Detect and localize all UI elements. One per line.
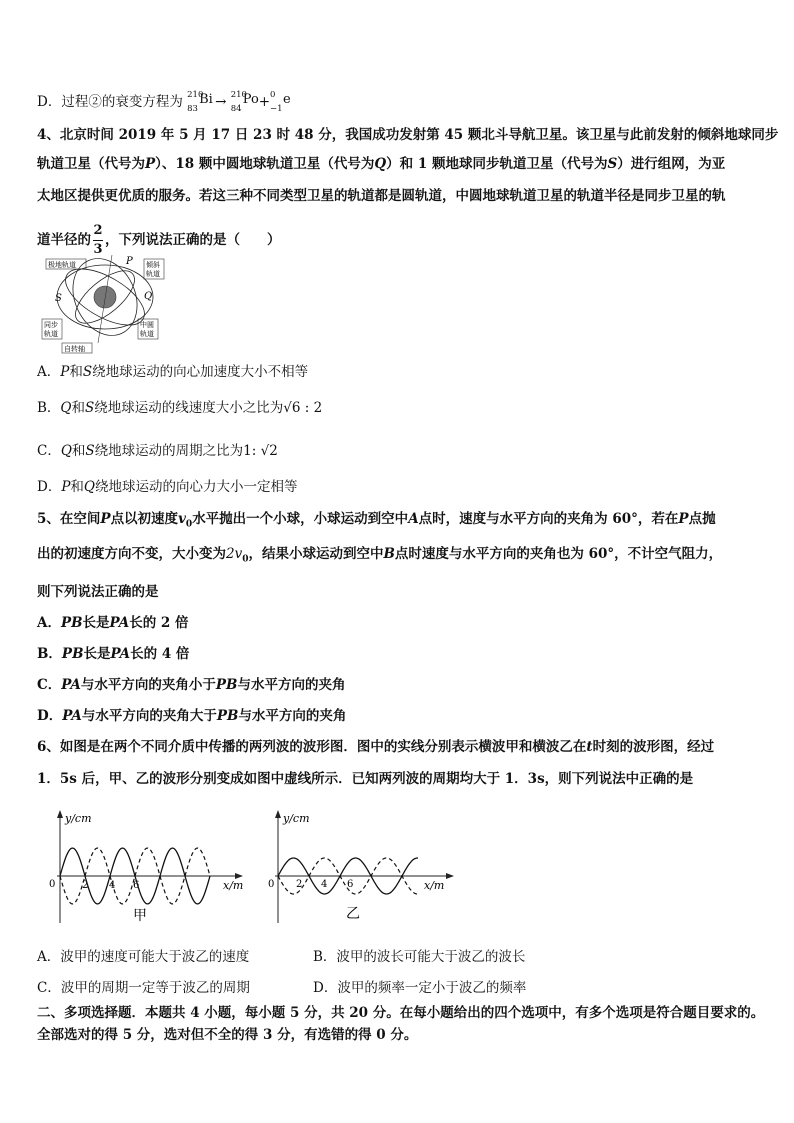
frac-den: 3 — [93, 242, 103, 257]
tick-4: 4 — [321, 879, 328, 890]
q4-line2-b: ）、18 颗中圆地球轨道卫星（代号为 — [155, 156, 375, 172]
var-p: P — [145, 156, 156, 172]
q4-option-a — [37, 363, 308, 381]
q3-option-d — [37, 88, 290, 112]
seg: PA — [110, 646, 131, 662]
seg: PA — [62, 708, 82, 724]
t: 点时速度与水平方向的夹角也为 60°，不计空气阻力， — [394, 546, 723, 562]
t: 与水平方向的夹角 — [238, 708, 347, 724]
t: 点时，速度与水平方向的夹角为 60°，若在 — [418, 511, 679, 527]
var: Q — [83, 479, 95, 495]
q6-option-a: A．波甲的速度可能大于波乙的速度 — [37, 949, 250, 965]
x-label: x/m — [223, 879, 244, 892]
y-axis-arrow — [57, 810, 63, 818]
tick-2: 2 — [82, 880, 89, 891]
sub-0: 0 — [185, 519, 193, 530]
caption-jia: 甲 — [133, 908, 147, 924]
opt-text: 绕地球运动的周期之比为 — [94, 443, 244, 459]
sub-0: 0 — [242, 554, 249, 565]
opt-text: 绕地球运动的向心力大小一定相等 — [95, 479, 298, 495]
arrow: → — [215, 94, 227, 110]
nuclide-bi — [187, 88, 215, 112]
t: 出的初速度方向不变，大小变为 — [37, 546, 226, 562]
t: 与水平方向的夹角大于 — [81, 708, 217, 724]
caption-yi: 乙 — [346, 906, 360, 922]
var-s: S — [607, 156, 618, 172]
conj: 和 — [69, 364, 83, 380]
opt-text: 绕地球运动的向心加速度大小不相等 — [92, 364, 309, 380]
var-q: Q — [374, 156, 387, 172]
q5-line1 — [37, 510, 716, 534]
origin-label: 0 — [49, 879, 56, 890]
t: ，结果小球运动到空中 — [248, 546, 384, 562]
circled-number: ② — [88, 94, 102, 110]
opt-letter: C． — [37, 443, 61, 459]
q5-option-b — [37, 645, 189, 663]
bi-z: 83 — [187, 104, 198, 114]
y-axis-arrow — [275, 810, 281, 818]
opt-letter: B． — [37, 400, 61, 416]
opt-letter: C． — [37, 677, 62, 693]
label-mid-orbit: 中圆 — [140, 321, 154, 329]
q4-option-b — [37, 399, 322, 417]
opt-text: 绕地球运动的线速度大小之比为 — [94, 400, 284, 416]
t: 6、如图是在两个不同介质中传播的两列波的波形图．图中的实线分别表示横波甲和横波乙在 — [37, 739, 587, 755]
q4-line4-b: ，下列说法正确的是（ ） — [105, 232, 281, 248]
var-2v0: 2v — [226, 546, 243, 562]
x-axis-arrow — [446, 873, 454, 879]
var-a: A — [408, 511, 419, 527]
t: 长的 4 倍 — [130, 646, 190, 662]
q6-option-d: D．波甲的频率一定小于波乙的频率 — [313, 980, 527, 996]
q4-line3: 太地区提供更优质的服务。若这三种不同类型卫星的轨道都是圆轨道，中圆地球轨道卫星的轨道半径是同步卫星的轨 — [37, 188, 726, 204]
opt-letter: B． — [37, 646, 62, 662]
q5-line2 — [37, 545, 722, 569]
q4-line2-c: ）和 1 颗地球同步轨道卫星（代号为 — [386, 156, 608, 172]
var-p: P — [678, 511, 689, 527]
var-v: v — [178, 511, 186, 527]
var: P — [61, 479, 71, 495]
opt-letter: A． — [37, 364, 61, 380]
q4-line2-a: 轨道卫星（代号为 — [37, 156, 145, 172]
orbit-figure — [38, 255, 168, 355]
frac-num: 2 — [93, 223, 103, 238]
t: 5、在空间 — [37, 511, 101, 527]
q3-optd-mid: 的衰变方程为 — [101, 94, 183, 110]
section2-line1: 二、多项选择题．本题共 4 小题，每小题 5 分，共 20 分。在每小题给出的四个选项中，有多个选项是符合题目要求的。 — [37, 1005, 765, 1021]
q4-line1: 4、北京时间 2019 年 5 月 17 日 23 时 48 分，我国成功发射第 45 颗北斗导航卫星。该卫星与此前发射的倾斜地球同步 — [37, 127, 779, 143]
po-mass: 210 — [230, 90, 247, 100]
t: 长的 2 倍 — [129, 615, 189, 631]
label-s: S — [55, 293, 62, 304]
y-label: y/cm — [65, 812, 92, 825]
section2-line2: 全部选对的得 5 分，选对但不全的得 3 分，有选错的得 0 分。 — [37, 1027, 418, 1043]
q4-line4 — [37, 222, 281, 259]
q6-option-c: C．波甲的周期一定等于波乙的周期 — [37, 980, 250, 996]
q4-line2-d: ）进行组网，为亚 — [617, 156, 726, 172]
conj: 和 — [71, 443, 86, 459]
y-label: y/cm — [283, 812, 310, 825]
label-sync-orbit: 同步 — [44, 321, 58, 329]
nuclide-po — [231, 88, 259, 112]
var: P — [60, 364, 70, 380]
var: Q — [60, 400, 72, 416]
t: 水平抛出一个小球，小球运动到空中 — [192, 511, 409, 527]
e-mass: 0 — [270, 90, 276, 100]
tick-2: 2 — [296, 879, 303, 890]
label-sync-orbit-2: 轨道 — [44, 330, 58, 338]
nuclide-e — [270, 88, 290, 112]
earth — [94, 286, 116, 308]
tick-6: 6 — [133, 880, 140, 891]
conj: 和 — [70, 479, 84, 495]
var: S — [85, 443, 95, 459]
origin-label: 0 — [268, 879, 275, 890]
var: Q — [60, 443, 72, 459]
e-z: −1 — [270, 104, 283, 114]
q6-line2: 1．5s 后，甲、乙的波形分别变成如图中虚线所示．已知两列波的周期均大于 1．3s，则下列说法中正确的是 — [37, 771, 694, 787]
seg: PA — [109, 615, 130, 631]
q3-optd-label: D．过程 — [37, 94, 89, 110]
q4-option-c — [37, 442, 278, 460]
t: 长是 — [82, 615, 110, 631]
t: 点抛 — [688, 511, 716, 527]
ratio: √6 : 2 — [283, 400, 323, 416]
var: S — [82, 364, 93, 380]
q5-option-c — [37, 676, 345, 694]
q4-option-d — [37, 478, 298, 496]
t: 长是 — [83, 646, 111, 662]
seg: PB — [215, 677, 238, 693]
opt-letter: D． — [37, 479, 62, 495]
bi-mass: 210 — [187, 90, 204, 100]
label-mid-orbit-2: 轨道 — [140, 330, 154, 338]
e-symbol: e — [283, 92, 291, 107]
ratio: 1: √2 — [243, 443, 278, 459]
seg: PA — [61, 677, 81, 693]
tick-6: 6 — [347, 879, 354, 890]
opt-letter: D． — [37, 708, 63, 724]
wave-figure-yi — [266, 808, 466, 928]
tick-4: 4 — [109, 880, 116, 891]
q5-line3: 则下列说法正确的是 — [37, 584, 159, 600]
t: 与水平方向的夹角 — [237, 677, 346, 693]
opt-letter: A． — [37, 615, 61, 631]
label-inclined-orbit-2: 轨道 — [146, 270, 160, 278]
po-symbol: Po — [242, 92, 259, 107]
label-polar-orbit: 极地轨道 — [48, 261, 76, 269]
var-b: B — [383, 546, 395, 562]
q4-line2 — [37, 155, 725, 173]
conj: 和 — [71, 400, 85, 416]
q5-option-d — [37, 707, 346, 725]
wave-figure-jia — [45, 808, 255, 928]
po-z: 84 — [230, 104, 242, 114]
q5-option-a — [37, 614, 189, 632]
q6-line1 — [37, 738, 714, 756]
label-p: P — [126, 256, 133, 267]
var: S — [85, 400, 95, 416]
seg: PB — [216, 708, 239, 724]
seg: PB — [60, 615, 83, 631]
fraction-2-3 — [93, 222, 103, 259]
q6-option-b: B．波甲的波长可能大于波乙的波长 — [313, 949, 526, 965]
plus: + — [258, 94, 271, 110]
seg: PB — [61, 646, 84, 662]
var-p: P — [100, 511, 111, 527]
label-inclined-orbit: 倾斜 — [146, 261, 160, 269]
var-t: t — [586, 739, 593, 755]
x-label: x/m — [424, 879, 445, 892]
t: 时刻的波形图，经过 — [592, 739, 715, 755]
t: 点以初速度 — [110, 511, 179, 527]
t: 与水平方向的夹角小于 — [80, 677, 216, 693]
bi-symbol: Bi — [199, 92, 213, 107]
label-rotation-axis: 自转轴 — [64, 345, 85, 353]
q4-line4-a: 道半径的 — [37, 232, 91, 248]
label-q: Q — [144, 291, 153, 302]
